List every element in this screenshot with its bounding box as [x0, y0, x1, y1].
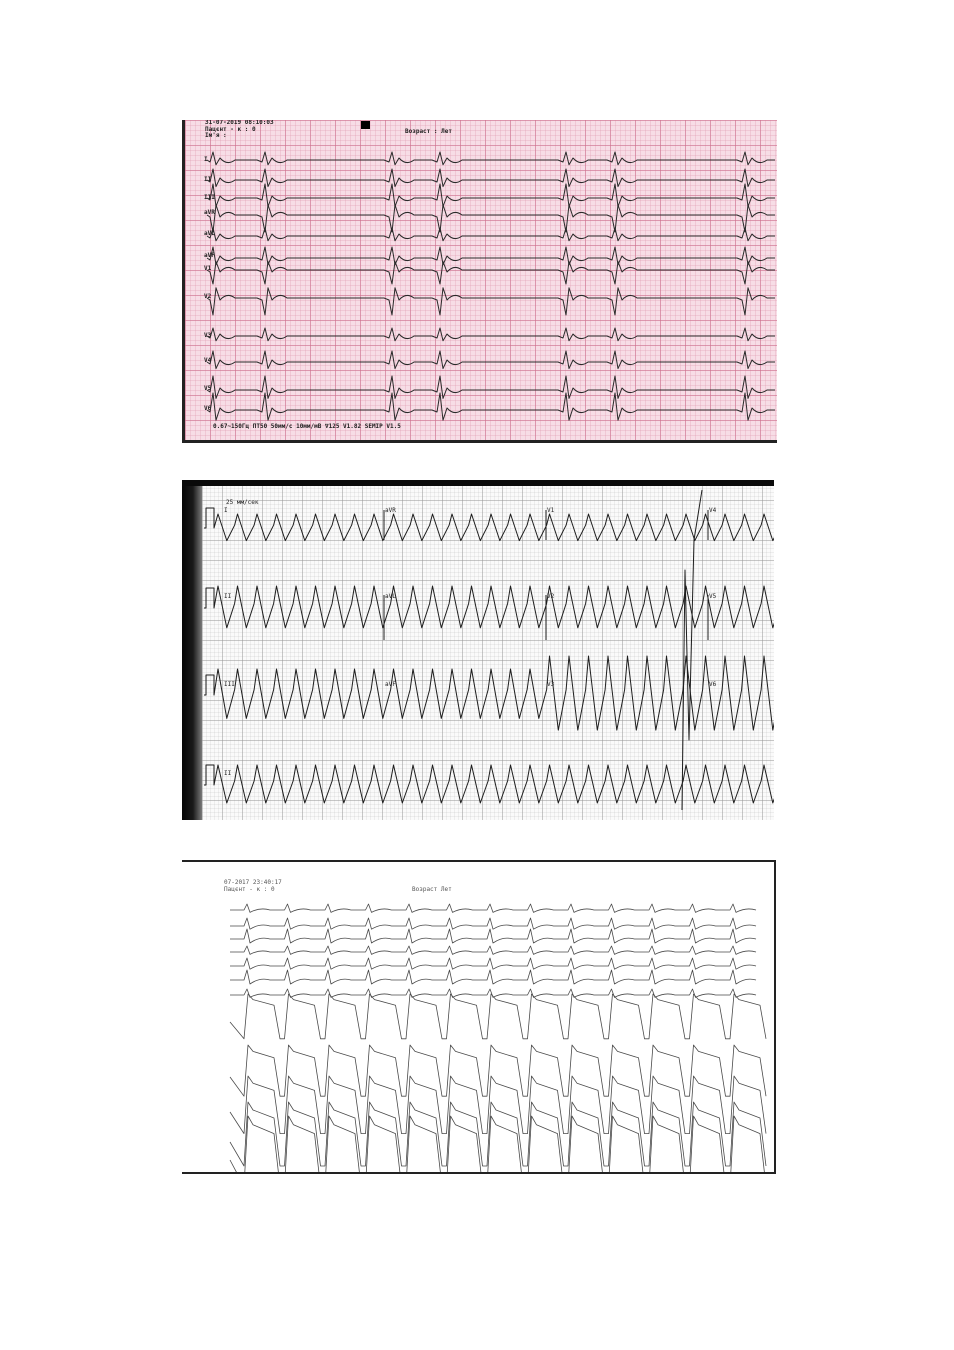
lead-label: V2	[547, 593, 555, 600]
lead-label: aVF	[204, 252, 215, 259]
ecg2-traces	[182, 480, 774, 820]
ecg-trace	[207, 328, 775, 341]
lead-label: I	[224, 507, 228, 514]
lead-label: V5	[204, 385, 212, 392]
ecg-strip-1	[182, 120, 777, 443]
ecg3-age: Возраст Лет	[412, 886, 452, 893]
speed-label: 25 мм/сек	[226, 499, 259, 506]
lead-label: III	[204, 194, 215, 201]
ecg-trace	[207, 262, 775, 284]
ecg3-patient: Пацєнт - к : 0	[224, 886, 275, 893]
lead-label: II	[204, 176, 212, 183]
ecg3-date: 07-2017 23:40:17	[224, 879, 282, 886]
ecg-trace	[207, 393, 775, 420]
lead-label: V3	[547, 681, 555, 688]
ecg-trace	[207, 205, 775, 232]
ecg-trace	[230, 1045, 766, 1096]
lead-label: V4	[709, 507, 717, 514]
ecg-trace	[204, 508, 774, 541]
lead-label: V4	[204, 357, 212, 364]
lead-label: aVR	[204, 209, 215, 216]
ecg1-traces	[185, 120, 777, 440]
ecg-trace	[207, 351, 775, 369]
lead-label: aVL	[385, 593, 396, 600]
lead-label: V2	[204, 293, 212, 300]
ecg-trace	[204, 765, 774, 803]
ecg-trace	[230, 970, 756, 984]
lead-label: aVF	[385, 681, 396, 688]
ecg-trace	[230, 929, 756, 943]
lead-label: III	[224, 681, 235, 688]
ecg-trace	[230, 918, 756, 929]
ecg-strip-2	[182, 480, 774, 820]
ecg1-date: 31-07-2019 08:10:03	[205, 120, 274, 126]
ecg1-age: Возраст : Лет	[405, 128, 452, 135]
ecg-trace	[230, 946, 756, 954]
lead-label: V3	[204, 332, 212, 339]
ecg-strip-3	[182, 860, 776, 1174]
ecg-trace	[207, 152, 775, 165]
lead-label: V1	[204, 265, 212, 272]
lead-label: II	[224, 593, 232, 600]
ecg-trace	[207, 247, 775, 265]
ecg-trace	[207, 288, 775, 315]
ecg-trace	[207, 376, 775, 398]
ecg-trace	[230, 904, 756, 912]
ecg1-name: Ім'я :	[205, 132, 227, 139]
ecg-trace	[207, 228, 775, 241]
ecg-trace	[207, 184, 775, 206]
ecg1-patient: Пацєнт - к : 0	[205, 126, 256, 133]
lead-label: V1	[547, 507, 555, 514]
lead-label: aVL	[204, 230, 215, 237]
ecg-trace	[204, 586, 774, 628]
ecg-trace	[230, 958, 756, 969]
lead-label: aVR	[385, 507, 396, 514]
lead-label: II	[224, 770, 232, 777]
ecg3-traces	[182, 862, 774, 1172]
lead-label: V5	[709, 593, 717, 600]
ecg-trace	[207, 169, 775, 187]
lead-label: V6	[204, 405, 212, 412]
ecg1-footer: 0.67~150Гц ПТ50 50мм/с 10мм/мВ ∇125 V1.82 SEMIP V1.5	[213, 423, 401, 430]
ecg-trace	[230, 994, 766, 1039]
ecg-trace	[230, 1116, 766, 1172]
ecg-trace	[230, 1076, 766, 1134]
lead-label: I	[204, 156, 208, 163]
lead-label: V6	[709, 681, 717, 688]
ecg-trace	[682, 490, 702, 810]
